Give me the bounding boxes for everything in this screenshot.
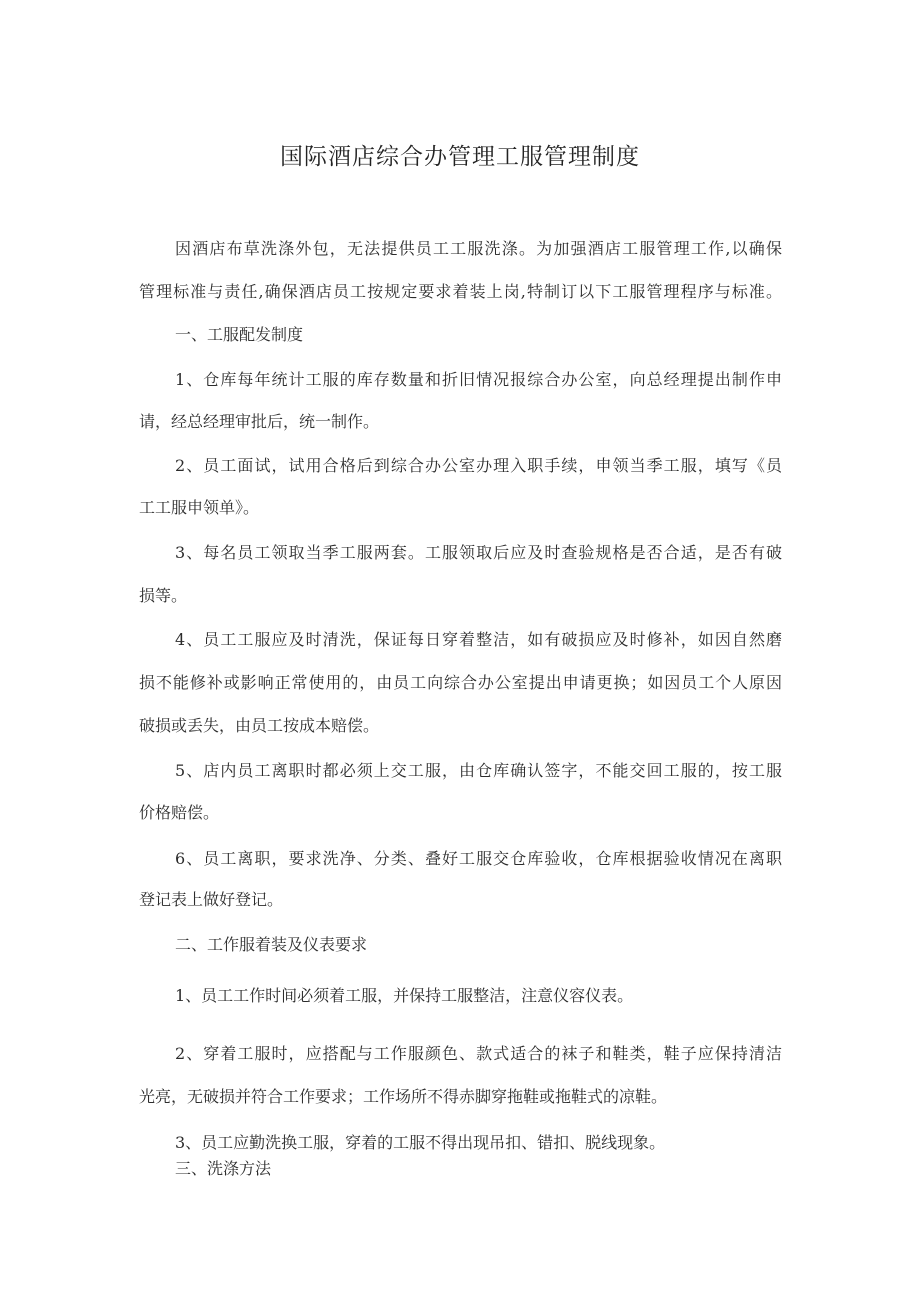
s1-item3-line-2: 损等。 [139, 586, 188, 605]
s1-item1-line-2: 请，经总经理审批后，统一制作。 [139, 412, 380, 431]
intro-line-2: 管理标准与责任,确保酒店员工按规定要求着装上岗,特制订以下工服管理程序与标准。 [139, 282, 782, 301]
section-2-heading: 二、工作服着装及仪表要求 [175, 935, 368, 954]
s1-item4-line-2: 损不能修补或影响正常使用的，由员工向综合办公室提出申请更换；如因员工个人原因 [139, 673, 782, 692]
s1-item5-line-1: 5、店内员工离职时都必须上交工服，由仓库确认签字，不能交回工服的，按工服 [175, 761, 782, 780]
s1-item4-line-3: 破损或丢失，由员工按成本赔偿。 [139, 716, 380, 735]
section-3-heading: 三、洗涤方法 [175, 1159, 272, 1178]
s2-item2-line-2: 光亮，无破损并符合工作要求；工作场所不得赤脚穿拖鞋或拖鞋式的凉鞋。 [139, 1087, 668, 1106]
s1-item6-line-2: 登记表上做好登记。 [139, 890, 284, 909]
s2-item2-line-1: 2、穿着工服时，应搭配与工作服颜色、款式适合的袜子和鞋类，鞋子应保持清洁 [175, 1044, 782, 1063]
document-title: 国际酒店综合办管理工服管理制度 [280, 144, 640, 170]
s1-item1-line-1: 1、仓库每年统计工服的库存数量和折旧情况报综合办公室，向总经理提出制作申 [175, 370, 782, 389]
s1-item2-line-2: 工工服申领单》。 [139, 498, 260, 517]
s2-item3-line-1: 3、员工应勤洗换工服，穿着的工服不得出现吊扣、错扣、脱线现象。 [175, 1133, 666, 1152]
s1-item4-line-1: 4、员工工服应及时清洗，保证每日穿着整洁，如有破损应及时修补，如因自然磨 [175, 630, 782, 649]
section-1-heading: 一、工服配发制度 [175, 325, 304, 344]
intro-line-1: 因酒店布草洗涤外包，无法提供员工工服洗涤。为加强酒店工服管理工作,以确保 [175, 239, 782, 258]
s1-item6-line-1: 6、员工离职，要求洗净、分类、叠好工服交仓库验收，仓库根据验收情况在离职 [175, 849, 782, 868]
s1-item2-line-1: 2、员工面试，试用合格后到综合办公室办理入职手续，申领当季工服，填写《员 [175, 456, 782, 475]
s1-item5-line-2: 价格赔偿。 [139, 803, 220, 822]
s2-item1-line-1: 1、员工工作时间必须着工服，并保持工服整洁，注意仪容仪表。 [175, 986, 634, 1005]
s1-item3-line-1: 3、每名员工领取当季工服两套。工服领取后应及时查验规格是否合适，是否有破 [175, 543, 782, 562]
